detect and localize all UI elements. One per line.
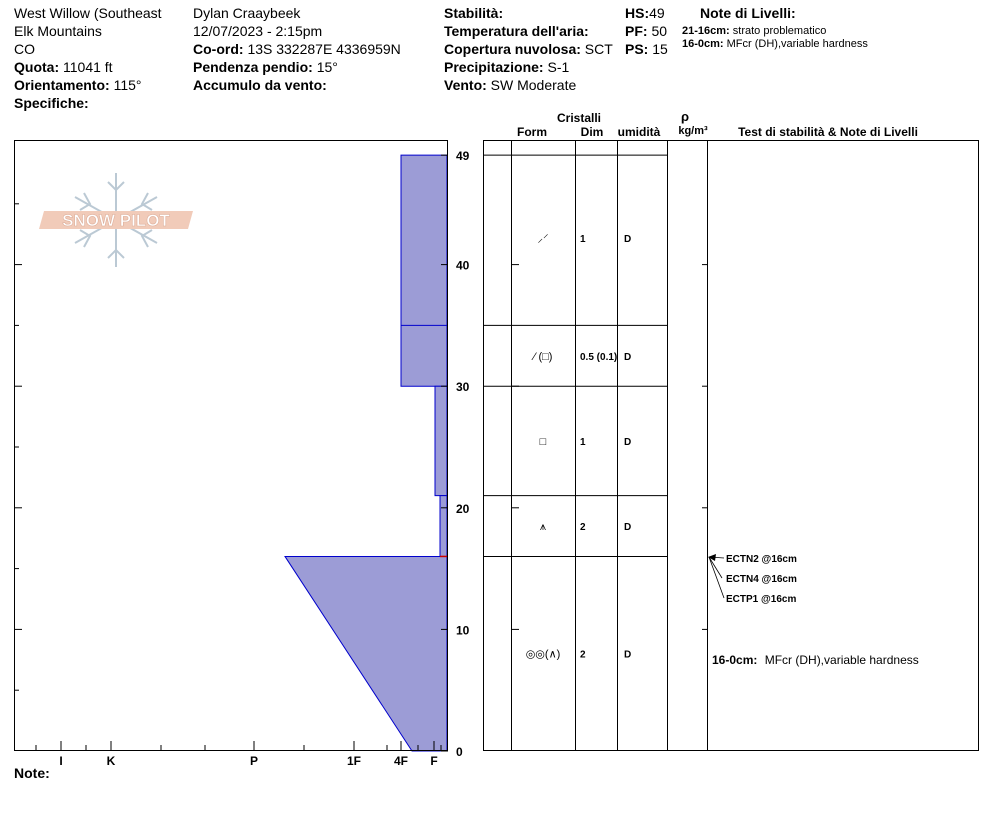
test-result: ECTN2 @16cm [726,554,797,565]
grain-size: 2 [580,649,586,661]
hardness-tick-label: P [249,754,259,768]
form-header: Form [517,125,547,139]
slope-value: 15° [316,59,338,75]
pf-value: 50 [651,23,668,39]
aspect-label: Orientamento: [14,77,110,93]
height-tick-label: 20 [456,501,470,516]
aspect-value: 115° [113,77,142,93]
hardness-axis [36,741,441,768]
grain-size: 1 [580,234,586,245]
layer-rows [526,233,632,661]
grain-form-icon: ⩚ [539,521,547,534]
grain-form-icon: □ [539,435,547,448]
hardness-layer [401,155,447,386]
size-header: Dim [580,125,604,139]
hardness-layer [285,556,447,751]
stability-label: Stabilità: [444,5,504,21]
test-result: ECTP1 @16cm [726,594,797,605]
observer: Dylan Craaybeek [193,5,301,21]
layer-note-range: 16-0cm: [682,38,724,50]
hardness-tick-label: 4F [393,754,409,768]
test-arrow-icon [708,554,716,561]
density-symbol: ρ [680,109,690,124]
sky-value: SCT [584,41,613,57]
layer-comment-text: MFcr (DH),variable hardness [764,653,919,667]
height-tick-label: 49 [456,149,470,164]
test-result: ECTN4 @16cm [726,574,797,585]
elevation-value: 11041 ft [63,59,113,75]
pf-label: PF: [625,23,648,39]
moisture: D [624,436,632,448]
location-line3: CO [14,41,35,57]
datetime: 12/07/2023 - 2:15pm [193,23,323,39]
hardness-tick-label: 1F [346,754,362,768]
notes-label: Note: [14,765,50,781]
moisture: D [624,522,632,534]
snowpilot-logo [39,173,193,267]
moisture: D [624,234,632,245]
left-minor-ticks [14,204,22,690]
elevation-label: Quota: [14,59,60,75]
ps-value: 15 [652,41,668,57]
coord-value: 13S 332287E 4336959N [247,41,401,57]
hardness-tick-label: F [430,754,438,768]
moisture-header: umidità [617,125,661,139]
crystals-header: Cristalli [556,111,602,125]
grain-form-icon: ⸝⸍ [537,233,549,245]
hardness-layer [435,386,447,495]
logo-text: SNOW PILOT [62,211,170,230]
height-tick-label: 10 [456,623,470,638]
coord-label: Co-ord: [193,41,244,57]
layer-notes-title: Note di Livelli: [700,5,796,21]
hardness-profile [285,155,447,751]
wind-loading-label: Accumulo da vento: [193,77,327,93]
location-line2: Elk Mountains [14,23,102,39]
wind-value: SW Moderate [490,77,577,93]
wind-label: Vento: [444,77,487,93]
layer-note-range: 21-16cm: [682,25,730,37]
height-tick-label: 30 [456,380,470,395]
moisture: D [624,351,632,363]
air-temp-label: Temperatura dell'aria: [444,23,589,39]
hardness-tick-label: K [106,754,116,768]
hardness-layer [440,496,447,557]
precip-value: S-1 [547,59,570,75]
grain-form-icon: ⁄ (□) [533,350,553,363]
height-tick-label: 40 [456,258,470,273]
height-tick-label: 0 [456,745,463,759]
hs-value: 49 [649,5,665,21]
grain-form-icon: ◎◎(∧) [525,648,561,661]
slope-label: Pendenza pendio: [193,59,313,75]
test-leader-lines [709,557,724,598]
tests-header: Test di stabilità & Note di Livelli [738,125,918,139]
hardness-tick-label: I [59,754,63,768]
grain-size: 0.5 (0.1) [580,351,618,363]
layer-note-text: strato problematico [732,25,827,37]
moisture: D [624,649,632,661]
layer-comment-range: 16-0cm: [712,653,758,667]
hs-label: HS: [625,5,650,21]
density-unit: kg/m³ [678,125,708,137]
location-line1: West Willow (Southeast [14,5,162,21]
ps-label: PS: [625,41,649,57]
grain-size: 2 [580,522,586,534]
precip-label: Precipitazione: [444,59,544,75]
sky-label: Copertura nuvolosa: [444,41,581,57]
grain-size: 1 [580,436,586,448]
layer-note-text: MFcr (DH),variable hardness [726,38,868,50]
layer-comment [712,653,919,667]
specifics-label: Specifiche: [14,95,89,111]
